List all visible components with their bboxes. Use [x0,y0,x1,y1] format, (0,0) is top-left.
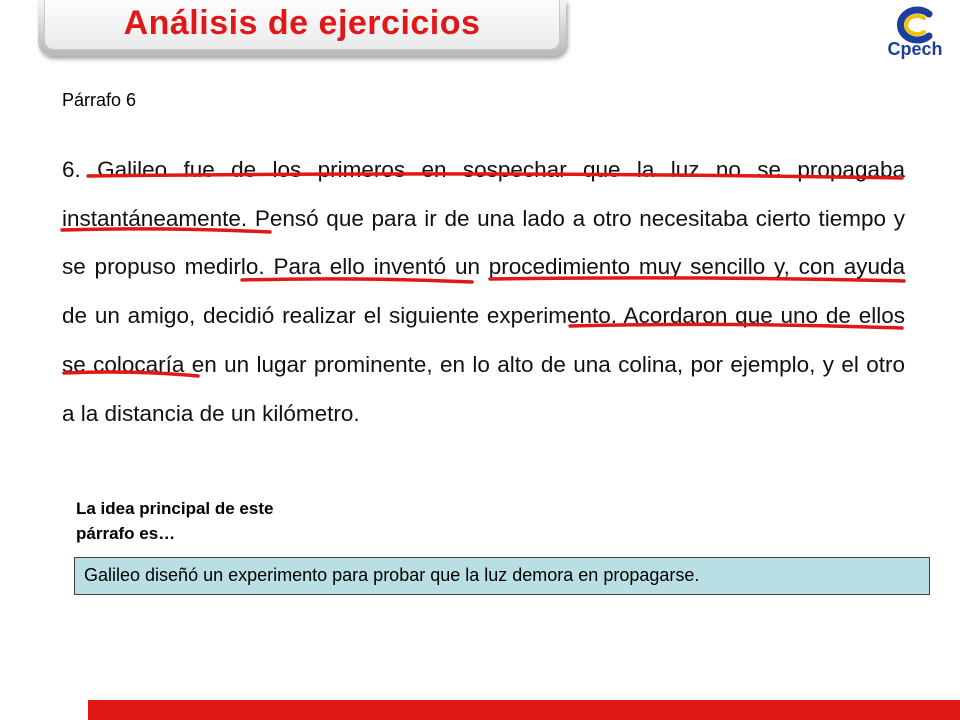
slide-title: Análisis de ejercicios [123,4,481,42]
footer-bar [88,700,960,720]
cpech-logo [880,5,950,67]
main-idea-label: La idea principal de este párrafo es… [76,499,274,543]
section-label: Párrafo 6 [62,90,137,110]
logo-text: Cpech [887,39,943,59]
answer-text: Galileo diseñó un experimento para probar que la luz demora en propagarse. [84,565,700,585]
paragraph-text: 6. Galileo fue de los primeros en sospechar que la luz no se propagaba instantáneamente. Pensó que para ir de una lado a otro necesitaba cierto tiempo y se propuso medirlo. Para ello inventó un procedimiento muy sencillo y, con ayuda de un amigo, decidió realizar el siguiente experimento. Acordaron que uno de ellos se colocaría en un lugar prominente, en lo alto de una colina, por ejemplo, y el otro a la distancia de un kilómetro. [62,157,905,426]
paragraph-block [62,146,905,438]
answer-box [74,557,930,595]
title-tab [38,0,566,56]
